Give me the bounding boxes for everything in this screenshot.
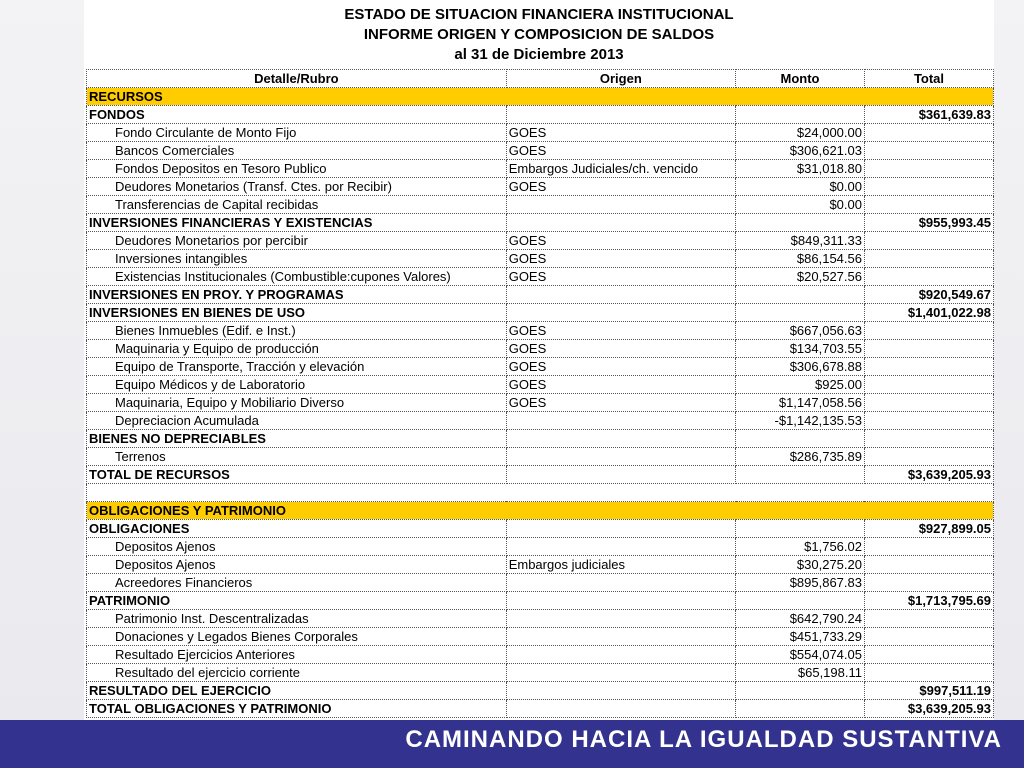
total-cell: $997,511.19 bbox=[864, 682, 993, 700]
category-row bbox=[87, 466, 994, 484]
monto-cell: $554,074.05 bbox=[736, 646, 865, 664]
total-cell bbox=[864, 646, 993, 664]
table-row bbox=[87, 376, 994, 394]
monto-cell: $134,703.55 bbox=[736, 340, 865, 358]
detail-cell: Equipo Médicos y de Laboratorio bbox=[87, 376, 507, 394]
detail-cell: Deudores Monetarios (Transf. Ctes. por Recibir) bbox=[87, 178, 507, 196]
origen-cell bbox=[506, 304, 735, 322]
table-body bbox=[87, 88, 994, 718]
monto-cell: $895,867.83 bbox=[736, 574, 865, 592]
origen-cell: GOES bbox=[506, 358, 735, 376]
total-cell bbox=[864, 664, 993, 682]
origen-cell bbox=[506, 520, 735, 538]
origen-cell bbox=[506, 412, 735, 430]
monto-cell bbox=[736, 430, 865, 448]
detail-cell: Fondos Depositos en Tesoro Publico bbox=[87, 160, 507, 178]
origen-cell bbox=[506, 664, 735, 682]
total-cell: $1,401,022.98 bbox=[864, 304, 993, 322]
table-row bbox=[87, 556, 994, 574]
table-row bbox=[87, 340, 994, 358]
monto-cell bbox=[736, 592, 865, 610]
total-cell bbox=[864, 610, 993, 628]
monto-cell bbox=[736, 466, 865, 484]
origen-cell bbox=[506, 106, 735, 124]
origen-cell bbox=[506, 448, 735, 466]
footer-slogan: CAMINANDO HACIA LA IGUALDAD SUSTANTIVA bbox=[405, 726, 1002, 753]
monto-cell: $65,198.11 bbox=[736, 664, 865, 682]
detail-cell: Inversiones intangibles bbox=[87, 250, 507, 268]
origen-cell: GOES bbox=[506, 376, 735, 394]
report-date: al 31 de Diciembre 2013 bbox=[454, 46, 624, 63]
monto-cell: $30,275.20 bbox=[736, 556, 865, 574]
origen-cell: GOES bbox=[506, 178, 735, 196]
category-row bbox=[87, 592, 994, 610]
table-row bbox=[87, 232, 994, 250]
category-row bbox=[87, 286, 994, 304]
total-cell bbox=[864, 628, 993, 646]
table-row bbox=[87, 124, 994, 142]
column-header-total: Total bbox=[864, 70, 993, 88]
monto-cell: $667,056.63 bbox=[736, 322, 865, 340]
detail-cell: Terrenos bbox=[87, 448, 507, 466]
origen-cell bbox=[506, 196, 735, 214]
table-row bbox=[87, 412, 994, 430]
monto-cell bbox=[736, 286, 865, 304]
table-row bbox=[87, 448, 994, 466]
detail-cell: Transferencias de Capital recibidas bbox=[87, 196, 507, 214]
table-row bbox=[87, 142, 994, 160]
table-row bbox=[87, 646, 994, 664]
monto-cell: $306,678.88 bbox=[736, 358, 865, 376]
origen-cell bbox=[506, 682, 735, 700]
table-row bbox=[87, 358, 994, 376]
detail-cell: Resultado Ejercicios Anteriores bbox=[87, 646, 507, 664]
monto-cell bbox=[736, 214, 865, 232]
detail-cell: INVERSIONES FINANCIERAS Y EXISTENCIAS bbox=[87, 214, 507, 232]
origen-cell: Embargos Judiciales/ch. vencido bbox=[506, 160, 735, 178]
total-cell: $3,639,205.93 bbox=[864, 466, 993, 484]
detail-cell: BIENES NO DEPRECIABLES bbox=[87, 430, 507, 448]
table-row bbox=[87, 178, 994, 196]
monto-cell: $20,527.56 bbox=[736, 268, 865, 286]
monto-cell bbox=[736, 520, 865, 538]
total-cell bbox=[864, 142, 993, 160]
table-row bbox=[87, 628, 994, 646]
origen-cell bbox=[506, 610, 735, 628]
monto-cell: $849,311.33 bbox=[736, 232, 865, 250]
origen-cell: GOES bbox=[506, 322, 735, 340]
banner-label: RECURSOS bbox=[87, 88, 994, 106]
total-cell bbox=[864, 232, 993, 250]
detail-cell: Maquinaria y Equipo de producción bbox=[87, 340, 507, 358]
category-row bbox=[87, 214, 994, 232]
detail-cell: Depreciacion Acumulada bbox=[87, 412, 507, 430]
detail-cell: OBLIGACIONES bbox=[87, 520, 507, 538]
detail-cell: Depositos Ajenos bbox=[87, 556, 507, 574]
monto-cell: $24,000.00 bbox=[736, 124, 865, 142]
monto-cell: $0.00 bbox=[736, 178, 865, 196]
detail-cell: TOTAL OBLIGACIONES Y PATRIMONIO bbox=[87, 700, 507, 718]
detail-cell: Bienes Inmuebles (Edif. e Inst.) bbox=[87, 322, 507, 340]
report-title: ESTADO DE SITUACION FINANCIERA INSTITUCIONAL bbox=[344, 6, 734, 23]
column-header-origen: Origen bbox=[506, 70, 735, 88]
origen-cell: Embargos judiciales bbox=[506, 556, 735, 574]
table-row bbox=[87, 574, 994, 592]
total-cell bbox=[864, 574, 993, 592]
origen-cell bbox=[506, 700, 735, 718]
monto-cell: $925.00 bbox=[736, 376, 865, 394]
origen-cell bbox=[506, 214, 735, 232]
total-cell bbox=[864, 538, 993, 556]
table-row bbox=[87, 196, 994, 214]
origen-cell bbox=[506, 592, 735, 610]
detail-cell: Existencias Institucionales (Combustible:cupones Valores) bbox=[87, 268, 507, 286]
monto-cell: $286,735.89 bbox=[736, 448, 865, 466]
total-cell: $361,639.83 bbox=[864, 106, 993, 124]
table-spacer bbox=[87, 484, 994, 502]
detail-cell: RESULTADO DEL EJERCICIO bbox=[87, 682, 507, 700]
column-header-monto: Monto bbox=[736, 70, 865, 88]
monto-cell: $642,790.24 bbox=[736, 610, 865, 628]
detail-cell: INVERSIONES EN BIENES DE USO bbox=[87, 304, 507, 322]
monto-cell: $0.00 bbox=[736, 196, 865, 214]
total-cell: $927,899.05 bbox=[864, 520, 993, 538]
total-cell bbox=[864, 268, 993, 286]
total-cell bbox=[864, 196, 993, 214]
total-cell bbox=[864, 124, 993, 142]
origen-cell: GOES bbox=[506, 232, 735, 250]
table-row bbox=[87, 268, 994, 286]
monto-cell: $31,018.80 bbox=[736, 160, 865, 178]
origen-cell bbox=[506, 574, 735, 592]
monto-cell: $1,147,058.56 bbox=[736, 394, 865, 412]
total-cell bbox=[864, 376, 993, 394]
category-row bbox=[87, 682, 994, 700]
table-row bbox=[87, 250, 994, 268]
detail-cell: Patrimonio Inst. Descentralizadas bbox=[87, 610, 507, 628]
spacer-cell bbox=[87, 484, 994, 502]
table-row bbox=[87, 610, 994, 628]
monto-cell: -$1,142,135.53 bbox=[736, 412, 865, 430]
category-row bbox=[87, 520, 994, 538]
origen-cell: GOES bbox=[506, 394, 735, 412]
origen-cell bbox=[506, 646, 735, 664]
total-cell: $955,993.45 bbox=[864, 214, 993, 232]
category-row bbox=[87, 304, 994, 322]
origen-cell bbox=[506, 628, 735, 646]
origen-cell bbox=[506, 286, 735, 304]
origen-cell: GOES bbox=[506, 250, 735, 268]
table-row bbox=[87, 538, 994, 556]
total-cell bbox=[864, 340, 993, 358]
section-banner-row bbox=[87, 502, 994, 520]
origen-cell: GOES bbox=[506, 268, 735, 286]
origen-cell bbox=[506, 538, 735, 556]
monto-cell bbox=[736, 106, 865, 124]
origen-cell: GOES bbox=[506, 142, 735, 160]
monto-cell: $306,621.03 bbox=[736, 142, 865, 160]
total-cell bbox=[864, 358, 993, 376]
monto-cell: $86,154.56 bbox=[736, 250, 865, 268]
banner-label: OBLIGACIONES Y PATRIMONIO bbox=[87, 502, 994, 520]
detail-cell: Maquinaria, Equipo y Mobiliario Diverso bbox=[87, 394, 507, 412]
category-row bbox=[87, 106, 994, 124]
report-subtitle: INFORME ORIGEN Y COMPOSICION DE SALDOS bbox=[363, 26, 715, 43]
total-cell bbox=[864, 322, 993, 340]
total-cell bbox=[864, 430, 993, 448]
total-cell bbox=[864, 412, 993, 430]
detail-cell: Resultado del ejercicio corriente bbox=[87, 664, 507, 682]
detail-cell: FONDOS bbox=[87, 106, 507, 124]
monto-cell: $1,756.02 bbox=[736, 538, 865, 556]
table-row bbox=[87, 160, 994, 178]
total-cell: $1,713,795.69 bbox=[864, 592, 993, 610]
total-cell bbox=[864, 250, 993, 268]
column-header-detalle: Detalle/Rubro bbox=[87, 70, 507, 88]
table-row bbox=[87, 394, 994, 412]
origen-cell bbox=[506, 430, 735, 448]
detail-cell: Donaciones y Legados Bienes Corporales bbox=[87, 628, 507, 646]
monto-cell: $451,733.29 bbox=[736, 628, 865, 646]
total-cell: $920,549.67 bbox=[864, 286, 993, 304]
category-row bbox=[87, 700, 994, 718]
origen-cell bbox=[506, 466, 735, 484]
table-row bbox=[87, 322, 994, 340]
financial-table bbox=[86, 69, 994, 718]
detail-cell: PATRIMONIO bbox=[87, 592, 507, 610]
total-cell bbox=[864, 160, 993, 178]
total-cell bbox=[864, 178, 993, 196]
category-row bbox=[87, 430, 994, 448]
section-banner-row bbox=[87, 88, 994, 106]
monto-cell bbox=[736, 700, 865, 718]
origen-cell: GOES bbox=[506, 124, 735, 142]
total-cell bbox=[864, 394, 993, 412]
detail-cell: Equipo de Transporte, Tracción y elevación bbox=[87, 358, 507, 376]
detail-cell: TOTAL DE RECURSOS bbox=[87, 466, 507, 484]
detail-cell: Depositos Ajenos bbox=[87, 538, 507, 556]
monto-cell bbox=[736, 682, 865, 700]
total-cell bbox=[864, 448, 993, 466]
detail-cell: INVERSIONES EN PROY. Y PROGRAMAS bbox=[87, 286, 507, 304]
total-cell: $3,639,205.93 bbox=[864, 700, 993, 718]
total-cell bbox=[864, 556, 993, 574]
table-header-row bbox=[87, 70, 994, 88]
monto-cell bbox=[736, 304, 865, 322]
detail-cell: Bancos Comerciales bbox=[87, 142, 507, 160]
detail-cell: Deudores Monetarios por percibir bbox=[87, 232, 507, 250]
origen-cell: GOES bbox=[506, 340, 735, 358]
detail-cell: Acreedores Financieros bbox=[87, 574, 507, 592]
table-row bbox=[87, 664, 994, 682]
detail-cell: Fondo Circulante de Monto Fijo bbox=[87, 124, 507, 142]
